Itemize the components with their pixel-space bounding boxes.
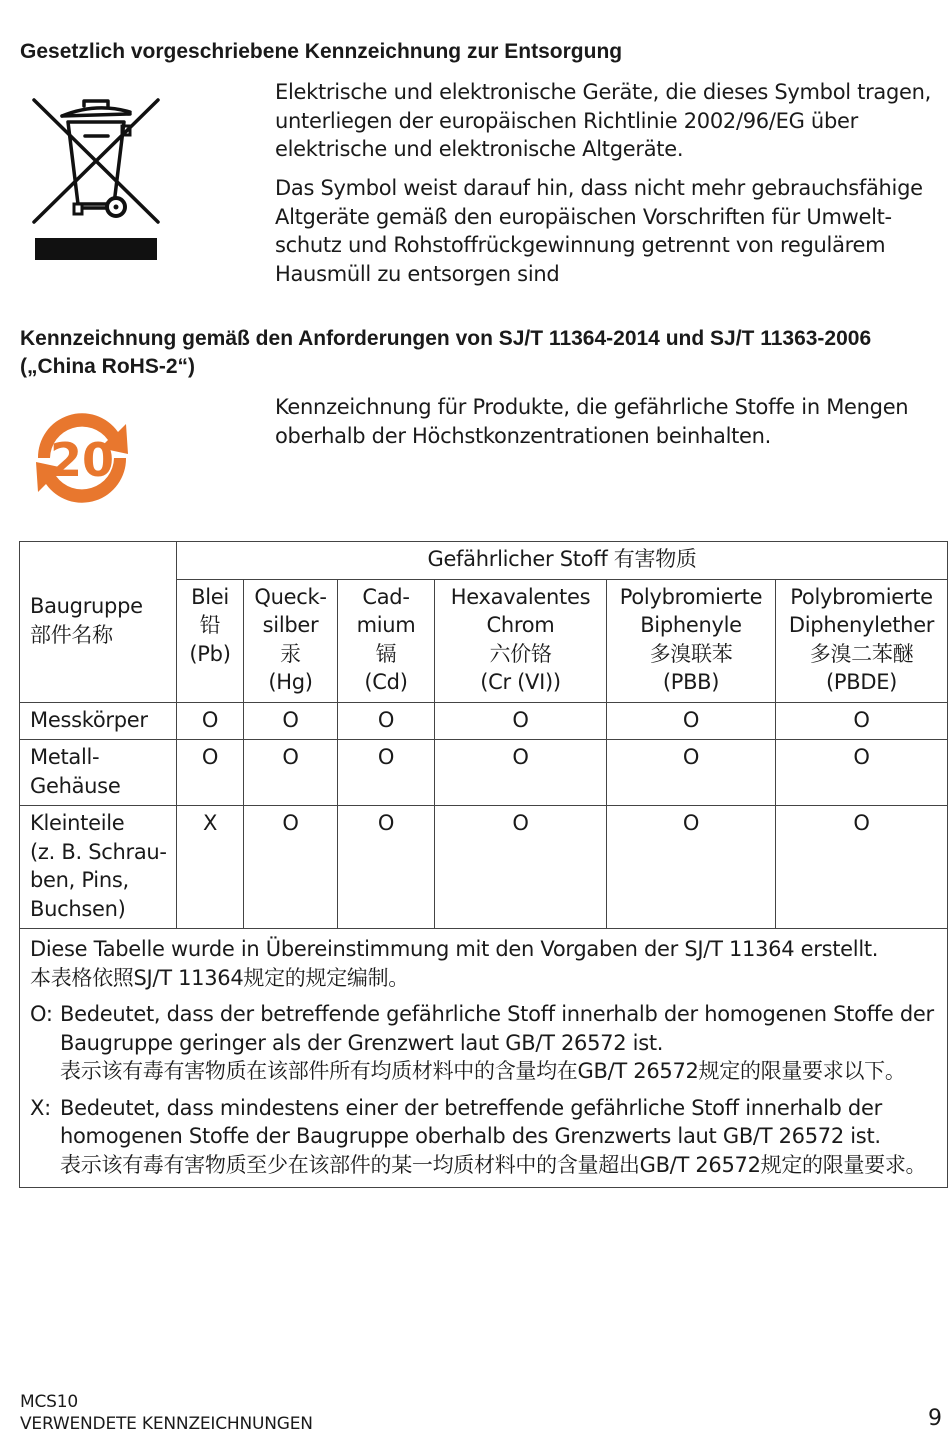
table-cell: O: [177, 702, 244, 740]
substance-header-cell: Gefährlicher Stoff 有害物质: [177, 542, 948, 580]
rohs-heading-line-2: („China RoHS-2“): [20, 355, 195, 378]
column-header-hg: Queck- silber 汞 (Hg): [244, 579, 338, 702]
row-label: Metall- Gehäuse: [20, 740, 177, 806]
table-cell: O: [177, 740, 244, 806]
column-header-pbde: Polybromierte Diphenylether 多溴二苯醚 (PBDE): [776, 579, 948, 702]
rohs-heading: [20, 325, 871, 381]
footer-section: VERWENDETE KENNZEICHNUNGEN: [20, 1414, 313, 1434]
table-row: [20, 702, 948, 740]
hazardous-substances-table: [19, 541, 948, 1188]
disposal-paragraph-1: Elektrische und elektronische Geräte, die dieses Symbol tragen, unterliegen der europäischen Richtlinie 2002/96/EG über elektrische und elektronische Altgeräte.: [275, 80, 932, 161]
table-cell: O: [776, 740, 948, 806]
legend-item-o: O: Bedeutet, dass der betreffende gefährliche Stoff innerhalb der homogenen Stoffe der Baugruppe geringer als der Grenzwert laut GB/T 26572 ist. 表示该有毒有害物质在该部件所有均质材料中的含量均在GB/T 26572规定的限量要求以下。: [30, 1002, 934, 1083]
table-notes: [20, 929, 948, 1188]
table-row: [20, 806, 948, 929]
china-rohs-20-year-logo: [18, 402, 146, 514]
table-cell: O: [338, 702, 435, 740]
rohs-heading-line-1: Kennzeichnung gemäß den Anforderungen von SJ/T 11364-2014 und SJ/T 11363-2006: [20, 327, 872, 350]
disposal-heading: Gesetzlich vorgeschriebene Kennzeichnung zur Entsorgung: [20, 40, 623, 63]
rohs-logo-number: 20: [49, 433, 115, 487]
crossed-out-wheelie-bin-icon: [28, 92, 164, 262]
rohs-paragraph: Kennzeichnung für Produkte, die gefährliche Stoffe in Mengen oberhalb der Höchstkonzentrationen beinhalten.: [275, 395, 909, 448]
table-cell: O: [776, 702, 948, 740]
table-cell: O: [338, 740, 435, 806]
table-cell: O: [244, 702, 338, 740]
column-header-pbb: Polybromierte Biphenyle 多溴联苯 (PBB): [607, 579, 776, 702]
table-cell: O: [338, 806, 435, 929]
footer-product: MCS10: [20, 1392, 78, 1412]
row-label: Messkörper: [20, 702, 177, 740]
disposal-paragraph-2: Das Symbol weist darauf hin, dass nicht mehr gebrauchsfähige Altgeräte gemäß den europäischen Vorschriften für Umwelt-schutz und Rohstoffrückgewinnung getrennt von regulärem Hausmüll zu entsorgen sind: [275, 176, 923, 286]
group-header-cell: Baugruppe 部件名称: [20, 542, 177, 703]
column-header-pb: Blei 铅 (Pb): [177, 579, 244, 702]
table-cell: X: [177, 806, 244, 929]
page-number: 9: [928, 1406, 942, 1431]
table-cell: O: [435, 740, 607, 806]
table-cell: O: [607, 740, 776, 806]
row-label: Kleinteile (z. B. Schrau- ben, Pins, Buchsen): [20, 806, 177, 929]
table-row: [20, 740, 948, 806]
table-cell: O: [776, 806, 948, 929]
page-footer: [20, 1391, 313, 1435]
column-header-cd: Cad- mium 镉 (Cd): [338, 579, 435, 702]
table-note: Diese Tabelle wurde in Übereinstimmung mit den Vorgaben der SJ/T 11364 erstellt. 本表格依照SJ/T 11364规定的规定编制。: [30, 937, 879, 990]
table-cell: O: [244, 740, 338, 806]
table-cell: O: [435, 806, 607, 929]
column-header-cr6: Hexavalentes Chrom 六价铬 (Cr (VI)): [435, 579, 607, 702]
table-cell: O: [244, 806, 338, 929]
table-cell: O: [435, 702, 607, 740]
table-cell: O: [607, 806, 776, 929]
legend-item-x: X: Bedeutet, dass mindestens einer der betreffende gefährliche Stoff innerhalb der homogenen Stoffe der Baugruppe oberhalb des Grenzwerts laut GB/T 26572 ist. 表示该有毒有害物质至少在该部件的某一均质材料中的含量超出GB/T 26572规定的限量要求。: [30, 1095, 927, 1177]
table-cell: O: [607, 702, 776, 740]
